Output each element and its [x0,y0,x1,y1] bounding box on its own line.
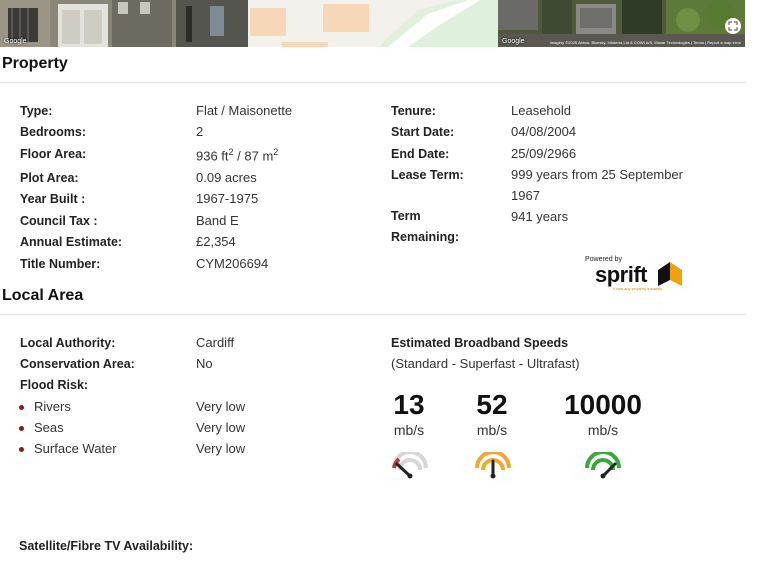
flood-surface-water-value: Very low [196,441,246,456]
flood-rivers-label: Rivers [34,399,71,414]
sprift-powered-by: Powered by [585,256,622,263]
speed-gauge-medium-icon [474,452,512,482]
bullet-icon [19,426,24,431]
sprift-house-icon [656,260,686,288]
map-attribution[interactable]: Imagery ©2025 Airbus, Bluesky, Infoterra Ltd & COWI A/S, Maxar Technologies | Terms | Report a map error [549,40,741,45]
fullscreen-icon-graphic [728,21,738,31]
lease-term-value-line2: 1967 [511,188,540,203]
speed-standard-value: 13 [393,389,425,420]
council-tax-value: Band E [196,213,239,228]
annual-estimate-value: £2,354 [196,234,236,249]
bedrooms-value: 2 [196,124,204,139]
speed-superfast-value: 52 [476,389,508,420]
bullet-icon [19,405,24,410]
plot-area-label: Plot Area: [20,171,79,185]
flood-risk-label: Flood Risk: [20,378,89,392]
floor-area-label: Floor Area: [20,147,87,161]
property-section-title: Property [2,55,68,72]
flood-seas-label: Seas [34,420,64,435]
plot-area-value: 0.09 acres [196,170,257,185]
satellite-tv-heading: Satellite/Fibre TV Availability: [19,539,194,553]
type-value: Flat / Maisonette [196,103,293,118]
fullscreen-icon[interactable] [725,18,741,34]
flood-surface-water-label: Surface Water [34,441,117,456]
term-remaining-label-line1: Term [391,209,421,223]
speed-gauge-low-icon [391,452,429,482]
term-remaining-label-line2: Remaining: [391,230,460,244]
sprift-wordmark: sprift [595,262,647,287]
street-view-image[interactable] [0,0,248,47]
road-map-image[interactable] [248,0,498,47]
year-built-label: Year Built : [20,192,86,206]
start-date-label: Start Date: [391,125,455,139]
term-remaining-value: 941 years [511,209,569,224]
annual-estimate-label: Annual Estimate: [20,235,123,249]
google-logo: Google [4,38,27,45]
broadband-subheading: (Standard - Superfast - Ultrafast) [391,356,580,371]
end-date-value: 25/09/2966 [511,146,577,161]
tenure-label: Tenure: [391,104,436,118]
year-built-value: 1967-1975 [196,191,259,206]
sprift-logo[interactable] [583,256,693,296]
council-tax-label: Council Tax : [20,214,98,228]
end-date-label: End Date: [391,147,450,161]
map-strip [0,0,768,47]
broadband-heading: Estimated Broadband Speeds [391,336,569,350]
conservation-area-value: No [196,356,213,371]
property-divider [0,82,746,83]
lease-term-value-line1: 999 years from 25 September [511,167,683,182]
local-authority-label: Local Authority: [20,336,116,350]
sprift-tagline: Know any property instantly [613,286,663,291]
speed-standard-unit: mb/s [393,422,425,438]
conservation-area-label: Conservation Area: [20,357,135,371]
bedrooms-label: Bedrooms: [20,125,86,139]
speed-ultrafast-value: 10000 [564,389,642,420]
type-label: Type: [20,104,53,118]
speed-gauge-high-icon [584,452,622,482]
lease-term-label: Lease Term: [391,168,464,182]
google-logo-satellite: Google [502,38,525,45]
flood-seas-value: Very low [196,420,246,435]
road-map-graphic [248,0,498,47]
tenure-value: Leasehold [511,103,571,118]
local-area-section-title: Local Area [2,287,84,304]
speed-ultrafast-unit: mb/s [587,422,619,438]
local-authority-value: Cardiff [196,335,235,350]
speed-superfast-unit: mb/s [476,422,508,438]
street-view-graphic [0,0,248,47]
satellite-image[interactable] [498,0,745,47]
floor-area-value: 936 $ft^2 / 87$ $m^2$ [196,147,279,164]
start-date-value: 04/08/2004 [511,124,577,139]
title-number-value: CYM206694 [196,256,269,271]
title-number-label: Title Number: [20,257,101,271]
local-area-divider [0,314,746,315]
bullet-icon [19,447,24,452]
flood-rivers-value: Very low [196,399,246,414]
